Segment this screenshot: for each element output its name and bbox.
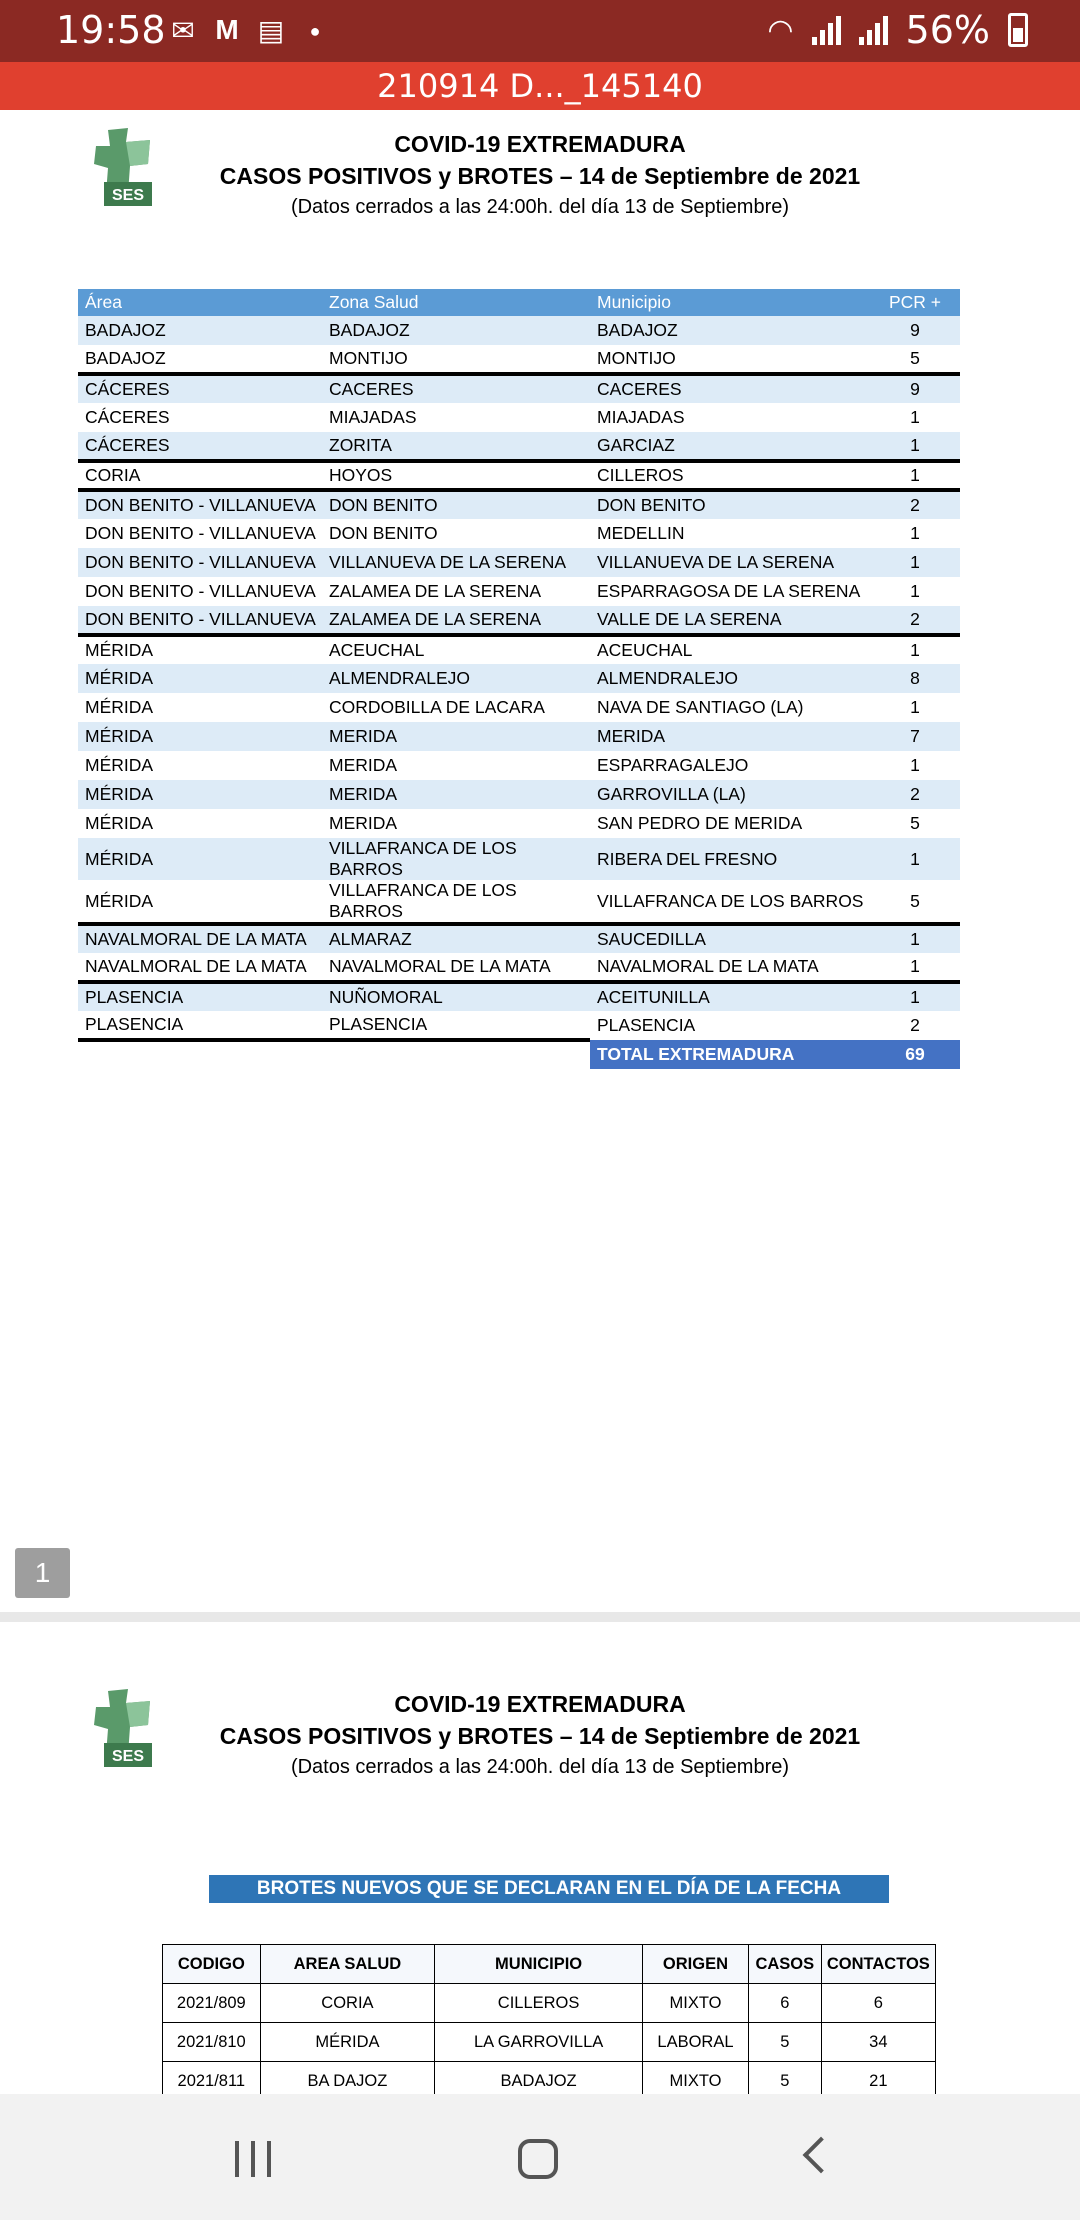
cell-pcr: 1 [910, 697, 920, 717]
table-row [78, 880, 960, 924]
cell-pcr: 1 [910, 407, 920, 427]
col-header-area: Área [78, 289, 322, 316]
brotes-col-contactos: CONTACTOS [821, 1945, 935, 1984]
cell-zona: MERIDA [322, 722, 590, 751]
brote-origen: MIXTO [642, 1984, 748, 2023]
table-row [78, 316, 960, 345]
cell-zona: VILLAFRANCA DE LOS BARROS [322, 838, 590, 880]
notification-icons [166, 14, 332, 48]
brote-contactos: 34 [821, 2023, 935, 2062]
brote-contactos: 6 [821, 1984, 935, 2023]
cell-pcr: 5 [910, 348, 920, 368]
cell-area: PLASENCIA [85, 1014, 184, 1034]
cell-zona: DON BENITO [322, 490, 590, 519]
total-label: TOTAL EXTREMADURA [590, 1040, 870, 1069]
cell-pcr: 1 [910, 956, 920, 976]
cell-zona: CACERES [322, 374, 590, 403]
total-empty [322, 1040, 590, 1069]
cell-area: BADAJOZ [78, 316, 322, 345]
brote-contactos: 21 [821, 2062, 935, 2101]
table-row [78, 693, 960, 722]
cell-zona: DON BENITO [329, 523, 438, 543]
back-button[interactable] [803, 2137, 840, 2174]
page2-heading [0, 1688, 1080, 1782]
battery-icon [1008, 13, 1028, 47]
cell-zona: MERIDA [322, 780, 590, 809]
brotes-col-origen: ORIGEN [642, 1945, 748, 1984]
cell-area: CÁCERES [78, 432, 322, 461]
total-value: 69 [870, 1040, 960, 1069]
home-button[interactable] [518, 2139, 558, 2179]
status-right [767, 8, 1028, 52]
table-row [78, 519, 960, 548]
col-header-pcr: PCR + [870, 289, 960, 316]
cell-municipio: GARROVILLA (LA) [590, 780, 870, 809]
cell-zona: ZALAMEA DE LA SERENA [322, 606, 590, 635]
cell-pcr: 9 [870, 374, 960, 403]
cell-area: NAVALMORAL DE LA MATA [78, 924, 322, 953]
brotes-row [163, 1984, 936, 2023]
cases-table [78, 289, 960, 1069]
cell-pcr: 2 [870, 606, 960, 635]
cell-zona: ALMENDRALEJO [322, 664, 590, 693]
cell-municipio: VILLANUEVA DE LA SERENA [590, 548, 870, 577]
brotes-col-codigo: CODIGO [163, 1945, 261, 1984]
cell-area: CÁCERES [85, 407, 170, 427]
cell-municipio: ALMENDRALEJO [590, 664, 870, 693]
cell-pcr: 1 [870, 432, 960, 461]
table-row [78, 953, 960, 982]
gmail-icon: M [215, 14, 239, 45]
cell-zona: VILLANUEVA DE LA SERENA [322, 548, 590, 577]
svg-text:SES: SES [111, 1748, 145, 1765]
cell-zona: MIAJADAS [329, 407, 417, 427]
cell-area: CÁCERES [78, 374, 322, 403]
cell-municipio: MIAJADAS [597, 407, 685, 427]
table-row [78, 403, 960, 432]
cell-area: MÉRIDA [85, 697, 154, 717]
table-row [78, 809, 960, 838]
table-row [78, 722, 960, 751]
brotes-row [163, 2023, 936, 2062]
brote-codigo: 2021/810 [163, 2023, 261, 2062]
table-row [78, 548, 960, 577]
cell-pcr: 1 [910, 581, 920, 601]
cell-municipio: MONTIJO [597, 348, 676, 368]
cell-area: DON BENITO - VILLANUEVA [78, 490, 322, 519]
cell-municipio: BADAJOZ [590, 316, 870, 345]
cell-municipio: NAVA DE SANTIAGO (LA) [597, 697, 804, 717]
brote-codigo: 2021/811 [163, 2062, 261, 2101]
table-row [78, 664, 960, 693]
cell-municipio: SAN PEDRO DE MERIDA [597, 813, 803, 833]
cell-municipio: SAUCEDILLA [590, 924, 870, 953]
cell-municipio: ESPARRAGALEJO [597, 755, 749, 775]
brotes-col-municipio: MUNICIPIO [435, 1945, 643, 1984]
table-row [78, 982, 960, 1011]
table-row [78, 461, 960, 490]
cell-pcr: 2 [870, 780, 960, 809]
cell-municipio: DON BENITO [590, 490, 870, 519]
cell-municipio: VALLE DE LA SERENA [590, 606, 870, 635]
cell-area: MÉRIDA [78, 635, 322, 664]
table-row [78, 635, 960, 664]
table-row [78, 780, 960, 809]
brotes-col-area: AREA SALUD [260, 1945, 435, 1984]
cell-pcr: 1 [870, 461, 960, 490]
cell-municipio: CILLEROS [590, 461, 870, 490]
cell-zona: BADAJOZ [322, 316, 590, 345]
report-note: (Datos cerrados a las 24:00h. del día 13 de Septiembre) [290, 196, 790, 218]
cell-area: MÉRIDA [78, 838, 322, 880]
signal-icon [812, 15, 841, 45]
cell-area: MÉRIDA [78, 780, 322, 809]
cell-area: MÉRIDA [85, 890, 154, 911]
brote-origen: MIXTO [642, 2062, 748, 2101]
report-subtitle: CASOS POSITIVOS y BROTES – 14 de Septiembre de 2021 [219, 163, 861, 189]
table-row [78, 1011, 960, 1040]
cell-municipio: VILLAFRANCA DE LOS BARROS [597, 890, 864, 911]
table-row [78, 838, 960, 880]
navigation-bar [0, 2094, 1080, 2220]
cell-pcr: 1 [870, 635, 960, 664]
cell-area: NAVALMORAL DE LA MATA [85, 956, 307, 976]
cell-area: PLASENCIA [78, 982, 322, 1011]
table-row [78, 432, 960, 461]
wifi-icon: ◠ [767, 12, 794, 48]
brote-casos: 5 [748, 2023, 821, 2062]
document-title[interactable]: 210914 D..._145140 [0, 62, 1080, 110]
page-number-badge: 1 [15, 1548, 70, 1598]
cell-zona: MERIDA [329, 755, 398, 775]
cell-municipio: MERIDA [590, 722, 870, 751]
cell-municipio: ESPARRAGOSA DE LA SERENA [597, 581, 861, 601]
cell-municipio: GARCIAZ [590, 432, 870, 461]
cell-zona: VILLAFRANCA DE LOS BARROS [329, 880, 517, 921]
brote-casos: 5 [748, 2062, 821, 2101]
cell-zona: NAVALMORAL DE LA MATA [329, 956, 551, 976]
cell-area: DON BENITO - VILLANUEVA [85, 581, 316, 601]
cell-municipio: RIBERA DEL FRESNO [590, 838, 870, 880]
cell-area: DON BENITO - VILLANUEVA [78, 548, 322, 577]
brotes-table [162, 1944, 936, 2101]
col-header-zona: Zona Salud [322, 289, 590, 316]
page-divider [0, 1612, 1080, 1622]
cell-pcr: 1 [870, 982, 960, 1011]
brote-codigo: 2021/809 [163, 1984, 261, 2023]
table-row [78, 606, 960, 635]
cell-pcr: 1 [870, 548, 960, 577]
status-time: 19:58 [56, 8, 166, 52]
cell-municipio: PLASENCIA [597, 1015, 696, 1035]
cell-pcr: 5 [910, 890, 920, 911]
report-note: (Datos cerrados a las 24:00h. del día 13 de Septiembre) [290, 1756, 790, 1778]
brote-area: CORIA [260, 1984, 435, 2023]
cell-area: MÉRIDA [85, 813, 154, 833]
battery-percent: 56% [905, 8, 990, 52]
cell-pcr: 1 [910, 755, 920, 775]
brotes-section-title: BROTES NUEVOS QUE SE DECLARAN EN EL DÍA DE LA FECHA [209, 1875, 889, 1903]
cell-pcr: 2 [870, 490, 960, 519]
brote-origen: LABORAL [642, 2023, 748, 2062]
svg-text:SES: SES [111, 187, 145, 204]
brote-casos: 6 [748, 1984, 821, 2023]
table-row [78, 374, 960, 403]
cell-zona: ZORITA [322, 432, 590, 461]
cell-zona: ACEUCHAL [322, 635, 590, 664]
status-bar [0, 0, 1080, 62]
cell-zona: ALMARAZ [322, 924, 590, 953]
brotes-col-casos: CASOS [748, 1945, 821, 1984]
cell-municipio: MEDELLIN [597, 523, 685, 543]
cell-pcr: 1 [910, 523, 920, 543]
cell-area: MÉRIDA [85, 755, 154, 775]
cell-pcr: 1 [870, 924, 960, 953]
cell-area: CORIA [78, 461, 322, 490]
cell-area: BADAJOZ [85, 348, 166, 368]
recent-apps-button[interactable] [235, 2141, 271, 2177]
cell-pcr: 7 [870, 722, 960, 751]
report-title: COVID-19 EXTREMADURA [394, 131, 686, 157]
cell-zona: HOYOS [322, 461, 590, 490]
cell-area: DON BENITO - VILLANUEVA [78, 606, 322, 635]
cell-pcr: 5 [910, 813, 920, 833]
cell-pcr: 2 [910, 1015, 920, 1035]
cell-municipio: NAVALMORAL DE LA MATA [597, 956, 819, 976]
cell-pcr: 8 [870, 664, 960, 693]
brote-municipio: CILLEROS [435, 1984, 643, 2023]
brote-area: BA DAJOZ [260, 2062, 435, 2101]
cell-area: MÉRIDA [78, 664, 322, 693]
report-title: COVID-19 EXTREMADURA [394, 1691, 686, 1717]
brote-municipio: BADAJOZ [435, 2062, 643, 2101]
page1-heading [0, 128, 1080, 222]
cell-municipio: ACEITUNILLA [590, 982, 870, 1011]
cell-municipio: CACERES [590, 374, 870, 403]
dot-icon: ● [309, 21, 321, 41]
news-icon: ▤ [257, 15, 285, 46]
brote-municipio: LA GARROVILLA [435, 2023, 643, 2062]
table-row [78, 924, 960, 953]
report-subtitle: CASOS POSITIVOS y BROTES – 14 de Septiembre de 2021 [219, 1723, 861, 1749]
brote-area: MÉRIDA [260, 2023, 435, 2062]
table-row [78, 345, 960, 374]
cell-zona: MERIDA [329, 813, 398, 833]
cell-zona: ZALAMEA DE LA SERENA [329, 581, 542, 601]
brotes-header-row [163, 1945, 936, 1984]
cell-pcr: 1 [870, 838, 960, 880]
mail-icon: ✉ [171, 15, 195, 46]
total-row [78, 1040, 960, 1069]
cell-pcr: 9 [870, 316, 960, 345]
cell-zona: PLASENCIA [329, 1014, 428, 1034]
table-header-row [78, 289, 960, 316]
cell-zona: NUÑOMORAL [322, 982, 590, 1011]
cell-area: DON BENITO - VILLANUEVA [85, 523, 316, 543]
table-row [78, 577, 960, 606]
cell-zona: MONTIJO [329, 348, 408, 368]
cell-zona: CORDOBILLA DE LACARA [329, 697, 545, 717]
table-row [78, 490, 960, 519]
col-header-municipio: Municipio [590, 289, 870, 316]
cell-area: MÉRIDA [78, 722, 322, 751]
signal-icon-2 [859, 15, 888, 45]
cell-municipio: ACEUCHAL [590, 635, 870, 664]
total-empty [78, 1040, 322, 1069]
table-row [78, 751, 960, 780]
